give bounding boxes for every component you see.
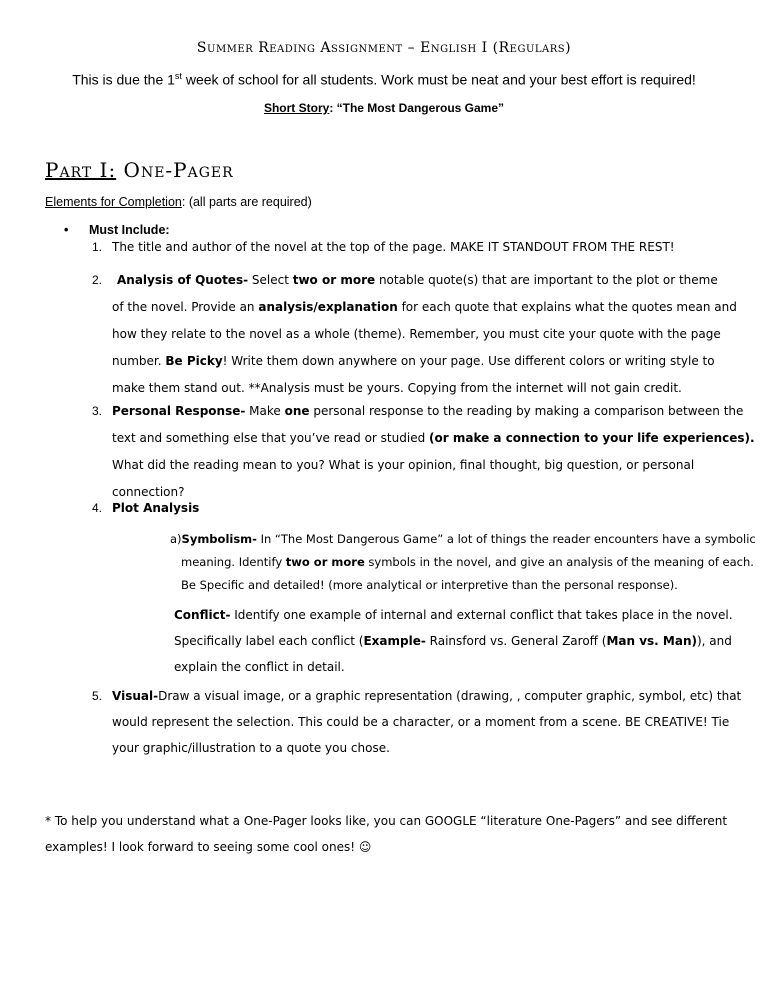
item-2-line5: make them stand out. **Analysis must be yours. Copying from the internet will not gain credit. <box>112 381 682 395</box>
story-label: Short Story <box>263 101 330 115</box>
list-item-3 <box>92 398 755 506</box>
item-2-line4a: number. <box>112 354 166 368</box>
conflict-line3: explain the conflict in detail. <box>174 660 345 674</box>
conflict-line1: Identify one example of internal and external conflict that takes place in the novel. <box>230 608 733 622</box>
list-item-1 <box>92 240 724 254</box>
due-statement <box>0 71 768 88</box>
symbolism-line3: Be Specific and detailed! (more analytical or interpretive than the personal response). <box>181 578 678 592</box>
item-number: 2. <box>92 273 103 287</box>
item-5-heading: Visual- <box>112 689 159 703</box>
conflict-heading: Conflict- <box>174 608 231 622</box>
item-number: 1. <box>92 240 103 254</box>
item-1-text: The title and author of the novel at the top of the page. MAKE IT STANDOUT FROM THE REST! <box>112 240 675 254</box>
conflict-line2b: Example- <box>363 634 426 648</box>
symbolism-heading: Symbolism- <box>181 532 257 546</box>
item-3-line2a: text and something else that you’ve read or studied <box>112 431 430 445</box>
symbolism-prefix: a) <box>170 532 182 546</box>
item-2-line2c: for each quote that explains what the quotes mean and <box>397 300 737 314</box>
conflict-line2c: Rainsford vs. General Zaroff ( <box>425 634 607 648</box>
item-3-line4: connection? <box>112 485 185 499</box>
footer-note <box>45 808 728 860</box>
item-2-line1a: Select <box>248 273 293 287</box>
symbolism-line2c: symbols in the novel, and give an analysis of the meaning of each. <box>364 555 754 569</box>
elements-label: Elements for Completion <box>45 195 182 209</box>
item-4-heading: Plot Analysis <box>112 501 200 515</box>
item-3-line1a: Make <box>245 404 285 418</box>
part-heading <box>45 158 234 182</box>
item-number: 4. <box>92 501 103 515</box>
list-item-2 <box>92 267 737 402</box>
item-5-line1: Draw a visual image, or a graphic representation (drawing, , computer graphic, symbol, etc) that <box>158 689 742 703</box>
item-2-heading: Analysis of Quotes- <box>117 273 249 287</box>
story-title: : “The Most Dangerous Game” <box>329 101 505 115</box>
elements-note: : (all parts are required) <box>181 195 312 209</box>
item-3-line1c: personal response to the reading by making a comparison between the <box>309 404 744 418</box>
due-text-start: This is due the 1 <box>72 71 175 88</box>
part-label: Part I: <box>45 158 117 182</box>
item-3-line2b: (or make a connection to your life experiences). <box>429 431 755 445</box>
story-line <box>0 101 768 115</box>
symbolism-block <box>170 528 756 597</box>
item-3-heading: Personal Response- <box>112 404 246 418</box>
due-ordinal: st <box>174 71 182 81</box>
must-include-bullet <box>64 223 170 237</box>
symbolism-line1: In “The Most Dangerous Game” a lot of things the reader encounters have a symbolic <box>256 532 756 546</box>
must-include-label: Must Include: <box>89 223 170 237</box>
symbolism-line2a: meaning. Identify <box>181 555 286 569</box>
item-2-line4c: ! Write them down anywhere on your page. Use different colors or writing style to <box>222 354 715 368</box>
part-name: One-Pager <box>116 158 234 182</box>
assignment-title: Summer Reading Assignment – English I (Regulars) <box>196 40 572 56</box>
item-2-line2a: of the novel. Provide an <box>112 300 259 314</box>
elements-heading <box>45 195 312 209</box>
bullet-icon: • <box>64 223 69 237</box>
item-2-line1c: notable quote(s) that are important to the plot or theme <box>375 273 718 287</box>
symbolism-line2b: two or more <box>285 555 365 569</box>
item-5-line2: would represent the selection. This could be a character, or a moment from a scene. BE CREATIVE! Tie <box>112 715 730 729</box>
item-5-line3: your graphic/illustration to a quote you chose. <box>112 741 390 755</box>
item-2-line1b: two or more <box>292 273 376 287</box>
list-item-4 <box>92 501 724 515</box>
item-2-line4b: Be Picky <box>165 354 223 368</box>
item-number: 5. <box>92 689 103 703</box>
conflict-line2e: ), and <box>696 634 732 648</box>
item-2-line3: how they relate to the novel as a whole (theme). Remember, you must cite your quote with the page <box>112 327 721 341</box>
item-3-line1b: one <box>284 404 310 418</box>
footer-line1: * To help you understand what a One-Pager looks like, you can GOOGLE “literature One-Pagers” and see different <box>45 814 728 828</box>
item-2-line2b: analysis/explanation <box>258 300 398 314</box>
conflict-line2a: Specifically label each conflict ( <box>174 634 364 648</box>
list-item-5 <box>92 683 742 761</box>
item-number: 3. <box>92 404 103 418</box>
conflict-line2d: Man vs. Man) <box>606 634 697 648</box>
item-3-line3: What did the reading mean to you? What is your opinion, final thought, big question, or personal <box>112 458 695 472</box>
footer-line2: examples! I look forward to seeing some cool ones! ☺ <box>45 840 372 854</box>
due-text-end: week of school for all students. Work must be neat and your best effort is required! <box>181 71 696 88</box>
conflict-block <box>174 602 734 680</box>
